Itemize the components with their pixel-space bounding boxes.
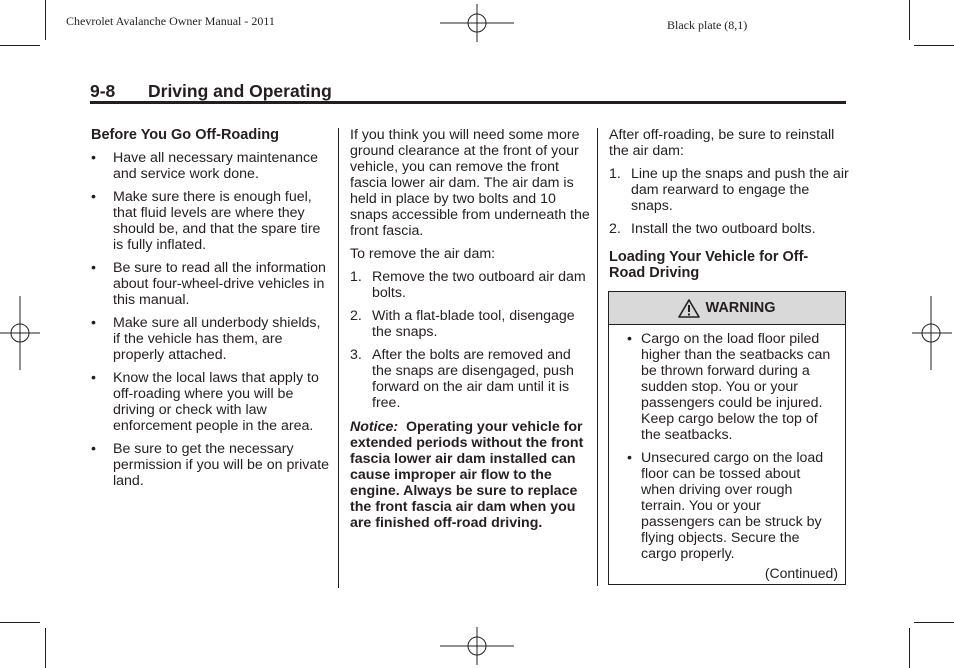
- preparation-list: [91, 150, 331, 489]
- list-item-text: Unsecured cargo on the load floor can be tossed about when driving over rough terrain. You or your passengers can be struck by flying objects. Secure the cargo properly.: [641, 450, 824, 562]
- heading-rule: [90, 101, 846, 104]
- step-text: Install the two outboard bolts.: [631, 221, 816, 237]
- list-item-text: Know the local laws that apply to off-roading where you will be driving or check with law enforcement people in the area.: [113, 370, 319, 434]
- step-text: After the bolts are removed and the snaps are disengaged, push forward on the air dam until it is free.: [372, 347, 574, 411]
- list-item-text: Have all necessary maintenance and service work done.: [113, 150, 319, 182]
- continued-label: (Continued): [764, 565, 838, 581]
- warning-body: [609, 325, 845, 562]
- list-item: [91, 370, 331, 434]
- step-number: 1.: [609, 166, 621, 182]
- column-divider: [597, 128, 598, 586]
- bullet-icon: •: [91, 150, 96, 166]
- list-item: [91, 150, 331, 182]
- registration-mark-bottom: [440, 627, 514, 665]
- bullet-icon: •: [91, 189, 96, 205]
- column-1: [91, 127, 331, 496]
- registration-mark-right: [912, 296, 952, 370]
- list-item: [609, 166, 849, 214]
- warning-title: WARNING: [705, 300, 776, 316]
- bullet-icon: •: [91, 441, 96, 457]
- warning-list: [619, 331, 837, 562]
- bullet-icon: •: [91, 260, 96, 276]
- warning-triangle-icon: [678, 299, 700, 318]
- bullet-icon: •: [627, 331, 632, 347]
- reinstall-intro: After off-roading, be sure to reinstall the air dam:: [609, 127, 835, 159]
- step-text: Remove the two outboard air dam bolts.: [372, 269, 586, 301]
- list-item-text: Be sure to read all the information about four-wheel-drive vehicles in this manual.: [113, 260, 326, 308]
- list-item-text: Make sure there is enough fuel, that fluid levels are where they should be, and that the spare tire is fully inflated.: [113, 189, 321, 253]
- step-text: With a flat-blade tool, disengage the snaps.: [372, 308, 575, 340]
- list-item: [91, 189, 331, 253]
- list-item: [350, 347, 590, 411]
- warning-header: [609, 292, 845, 325]
- list-item: [350, 308, 590, 340]
- list-item: [609, 221, 849, 237]
- list-item: [619, 331, 837, 443]
- list-item: [619, 450, 837, 562]
- step-number: 3.: [350, 347, 362, 363]
- list-item: [91, 315, 331, 363]
- subheading-loading-vehicle: Loading Your Vehicle for Off-Road Driving: [609, 249, 809, 281]
- page-number: 9-8: [90, 81, 116, 101]
- column-divider: [338, 128, 339, 588]
- list-item: [91, 260, 331, 308]
- bullet-icon: •: [91, 315, 96, 331]
- removal-steps: [350, 269, 590, 411]
- running-header-title: Chevrolet Avalanche Owner Manual - 2011: [66, 14, 275, 28]
- section-title: Driving and Operating: [148, 81, 332, 101]
- list-item-text: Cargo on the load floor piled higher than the seatbacks can be thrown forward during a sudden stop. You or your passengers could be injured. Keep cargo below the top of the seatbacks.: [641, 331, 831, 443]
- bullet-icon: •: [91, 370, 96, 386]
- column-2: [350, 127, 590, 538]
- notice-text: Operating your vehicle for extended periods without the front fascia lower air dam installed can cause improper air flow to the engine. Always be sure to replace the front fascia air dam when you are finished off-road driving.: [350, 419, 584, 531]
- step-number: 1.: [350, 269, 362, 285]
- reinstall-steps: [609, 166, 849, 237]
- remove-air-dam-intro: To remove the air dam:: [350, 246, 496, 262]
- bullet-icon: •: [627, 450, 632, 466]
- column-3: [609, 127, 849, 288]
- registration-mark-left: [0, 296, 40, 370]
- air-dam-intro: If you think you will need some more ground clearance at the front of your vehicle, you can remove the front fascia lower air dam. The air dam is held in place by two bolts and 10 snaps accessible from underneath the front fascia.: [350, 127, 590, 239]
- plate-label: Black plate (8,1): [667, 18, 748, 32]
- notice-label: Notice:: [350, 419, 399, 435]
- list-item: [350, 269, 590, 301]
- notice: [350, 419, 590, 531]
- step-number: 2.: [350, 308, 362, 324]
- list-item: [91, 441, 331, 489]
- step-text: Line up the snaps and push the air dam rearward to engage the snaps.: [631, 166, 849, 214]
- step-number: 2.: [609, 221, 621, 237]
- list-item-text: Make sure all underbody shields, if the vehicle has them, are properly attached.: [113, 315, 321, 363]
- subheading-before-off-roading: Before You Go Off-Roading: [91, 127, 279, 143]
- list-item-text: Be sure to get the necessary permission if you will be on private land.: [113, 441, 330, 489]
- section-heading: [90, 80, 846, 102]
- warning-box: [608, 291, 846, 585]
- registration-mark-top: [440, 4, 514, 42]
